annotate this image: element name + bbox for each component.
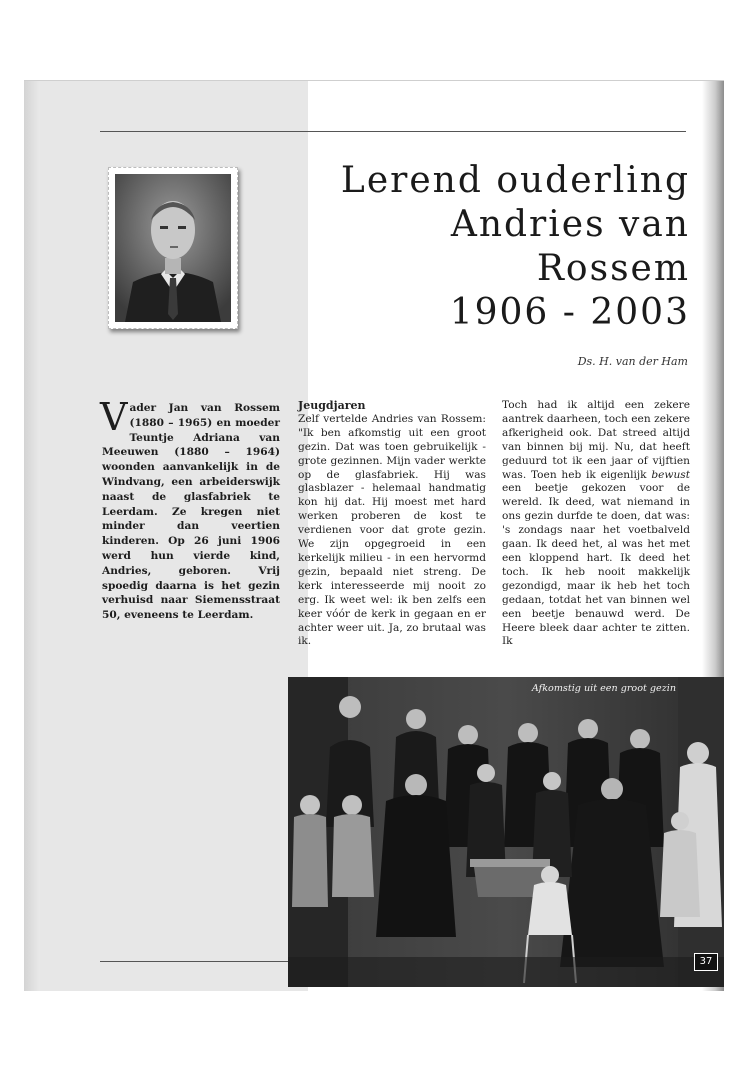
intro-paragraph bbox=[100, 395, 280, 623]
family-photo bbox=[288, 677, 724, 987]
column-2-emphasis: bewust bbox=[651, 468, 690, 481]
title-line-4: 1906 - 2003 bbox=[449, 292, 690, 333]
portrait-man-illustration bbox=[115, 174, 231, 322]
portrait-photo bbox=[108, 167, 238, 329]
article-author: Ds. H. van der Ham bbox=[577, 355, 688, 368]
top-rule bbox=[100, 131, 686, 132]
intro-text: ader Jan van Rossem (1880 – 1965) en moeder Teuntje Adriana van Meeuwen (1880 – 1964) woonden aanvankelijk in de Windvang, een arbeiderswijk naast de glasfabriek te Leerdam. Ze kregen niet minder dan veertien kinderen. Op 26 juni 1906 werd hun vierde kind, Andries, geboren. Vrij spoedig daarna is het gezin verhuisd naar Siemensstraat 50, eveneens te Leerdam. bbox=[102, 402, 280, 622]
title-line-3: Rossem bbox=[536, 248, 690, 289]
title-line-2: Andries van bbox=[450, 204, 690, 245]
family-group-illustration bbox=[288, 677, 724, 987]
magazine-page bbox=[24, 80, 724, 991]
body-column-2 bbox=[502, 399, 690, 649]
title-line-1: Lerend ouderling bbox=[340, 160, 690, 201]
page-number: 37 bbox=[694, 953, 718, 971]
body-column-1 bbox=[298, 399, 486, 649]
section-heading: Jeugdjaren bbox=[298, 399, 366, 412]
column-2-text-b: een beetje gekozen voor de wereld. Ik deed, wat niemand in ons gezin durfde te doen, dat was: 's zondags naar het voetbalveld gaan. Ik deed het, al was het met een kloppend hart. Ik deed het toch. Ik heb nooit makkelijk gezondigd, maar ik heb het toch gedaan, totdat het van binnen wel een beetje benauwd werd. De Heere bleek daar achter te zitten. Ik bbox=[502, 482, 690, 648]
column-1-text: Zelf vertelde Andries van Rossem: "Ik ben afkomstig uit een groot gezin. Dat was toen gebruikelijk - grote gezinnen. Mijn vader werkte op de glasfabriek. Hij was glasblazer - helemaal handmatig kon hij dat. Hij moest met hard werken proberen de kost te verdienen voor dat grote gezin. We zijn opgegroeid in een kerkelijk milieu - in een hervormd gezin, bepaald niet streng. De kerk interesseerde mij nooit zo erg. Ik weet wel: ik ben zelfs een keer vóór de kerk in gegaan en er achter weer uit. Ja, zo brutaal was ik. bbox=[298, 412, 486, 648]
drop-cap: V bbox=[100, 395, 128, 439]
article-title bbox=[270, 159, 690, 335]
page-spine bbox=[24, 81, 40, 991]
column-2-text-a: Toch had ik altijd een zekere aantrek daarheen, toch een zekere afkerigheid ook. Dat streed altijd van binnen bij mij. Nu, dat heeft geduurd tot ik een jaar of vijftien was. Toen heb ik eigenlijk bbox=[502, 399, 690, 481]
photo-caption: Afkomstig uit een groot gezin bbox=[531, 683, 676, 694]
